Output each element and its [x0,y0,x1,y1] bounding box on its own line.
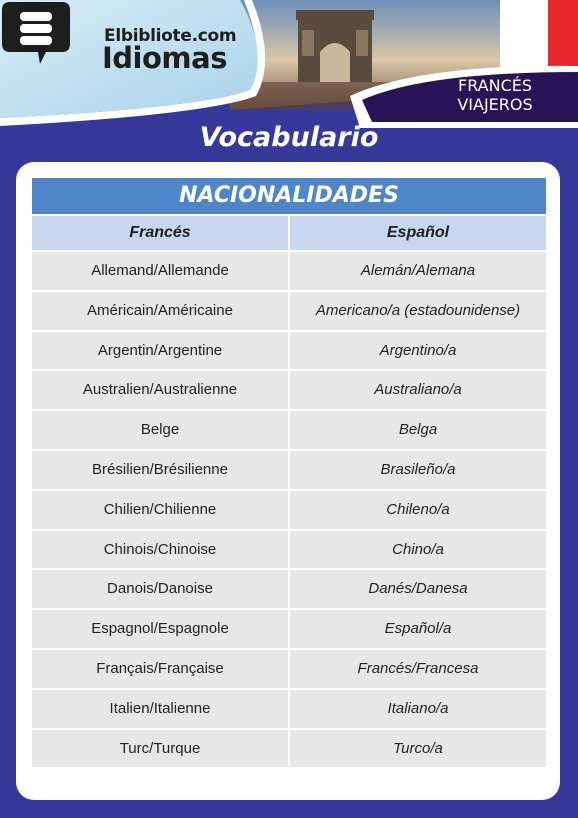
table-body [32,252,546,767]
cell-spanish: Chino/a [290,531,546,569]
table-row [32,610,546,648]
section-title: Vocabulario [199,122,379,153]
table-row [32,411,546,449]
cell-french: Belge [32,411,288,449]
table-title: NACIONALIDADES [32,178,546,214]
cell-spanish: Americano/a (estadounidense) [290,292,546,330]
cell-french: Américain/Américaine [32,292,288,330]
vocabulary-table [32,178,546,767]
table-row [32,570,546,608]
cell-spanish: Francés/Francesa [290,650,546,688]
cell-spanish: Argentino/a [290,332,546,370]
cell-french: Italien/Italienne [32,690,288,728]
chat-bubble-book-icon [0,0,72,66]
cell-french: Espagnol/Espagnole [32,610,288,648]
table-row [32,451,546,489]
cell-french: Argentin/Argentine [32,332,288,370]
cell-spanish: Danés/Danesa [290,570,546,608]
cell-french: Australien/Australienne [32,371,288,409]
table-row [32,531,546,569]
arc-de-triomphe-icon [296,10,374,82]
table-row [32,690,546,728]
cell-french: Allemand/Allemande [32,252,288,290]
cell-french: Chilien/Chilienne [32,491,288,529]
cell-french: Brésilien/Brésilienne [32,451,288,489]
cell-spanish: Brasileño/a [290,451,546,489]
cell-french: Turc/Turque [32,730,288,768]
header-spanish: Español [290,216,546,250]
brand-name: Idiomas [102,41,227,75]
table-header-row [32,216,546,250]
table-row [32,332,546,370]
table-row [32,650,546,688]
cell-spanish: Belga [290,411,546,449]
cell-spanish: Chileno/a [290,491,546,529]
header [0,0,578,128]
cell-french: Français/Française [32,650,288,688]
cell-spanish: Australiano/a [290,371,546,409]
cell-spanish: Italiano/a [290,690,546,728]
table-row [32,730,546,768]
course-badge [440,76,550,114]
cell-french: Danois/Danoise [32,570,288,608]
table-row [32,371,546,409]
table-row [32,491,546,529]
cell-french: Chinois/Chinoise [32,531,288,569]
cell-spanish: Español/a [290,610,546,648]
badge-level: VIAJEROS [457,95,533,114]
cell-spanish: Alemán/Alemana [290,252,546,290]
cell-spanish: Turco/a [290,730,546,768]
badge-language: FRANCÉS [457,76,533,95]
header-french: Francés [32,216,288,250]
table-row [32,292,546,330]
table-row [32,252,546,290]
brand-domain: Elbibliote.com [104,26,237,46]
